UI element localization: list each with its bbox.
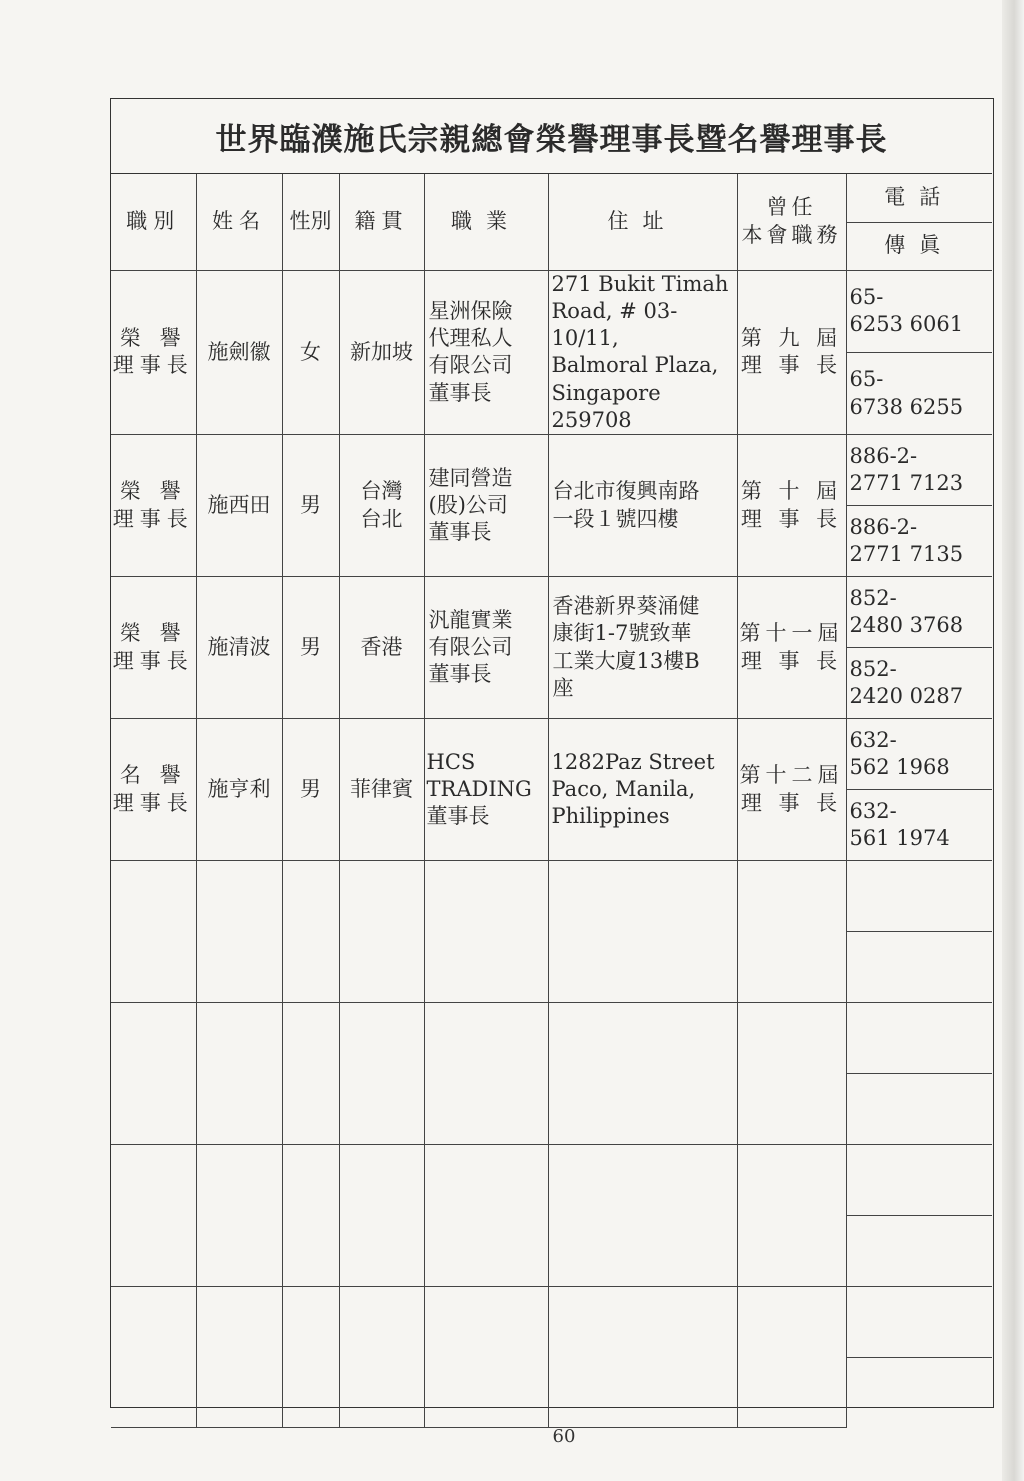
former-role-cell: 第 九 屆 理 事 長 <box>737 270 846 435</box>
empty-cell <box>846 1003 992 1074</box>
empty-cell <box>548 1287 737 1428</box>
header-address: 住址 <box>548 174 737 270</box>
former-role-cell: 第十二屆 理 事 長 <box>737 719 846 861</box>
empty-cell <box>846 1074 992 1145</box>
phone-cell: 632- 562 1968 <box>846 719 992 790</box>
name-cell: 施西田 <box>196 435 282 577</box>
empty-row <box>111 1003 992 1074</box>
empty-cell <box>111 1003 196 1145</box>
empty-cell <box>196 1003 282 1145</box>
empty-cell <box>111 1287 196 1428</box>
header-gender: 性別 <box>282 174 339 270</box>
fax-cell: 852- 2420 0287 <box>846 648 992 719</box>
header-origin: 籍貫 <box>339 174 424 270</box>
page-title: 世界臨濮施氏宗親總會榮譽理事長暨名譽理事長 <box>111 99 992 174</box>
empty-cell <box>111 1145 196 1287</box>
empty-cell <box>846 1287 992 1358</box>
empty-cell <box>846 861 992 932</box>
header-position: 職別 <box>111 174 196 270</box>
name-cell: 施清波 <box>196 577 282 719</box>
empty-cell <box>424 1003 548 1145</box>
header-former-role: 曾任 本會職務 <box>737 174 846 270</box>
empty-cell <box>196 1145 282 1287</box>
page-number: 60 <box>552 1426 576 1447</box>
empty-cell <box>424 861 548 1003</box>
empty-cell <box>282 1145 339 1287</box>
origin-cell: 新加坡 <box>339 270 424 435</box>
page-edge <box>1002 0 1024 1481</box>
empty-cell <box>846 932 992 1003</box>
empty-cell <box>737 1287 846 1428</box>
empty-cell <box>339 1003 424 1145</box>
address-cell: 1282Paz Street Paco, Manila, Philippines <box>548 719 737 861</box>
table-row <box>111 270 992 352</box>
address-cell: 香港新界葵涌健 康街1-7號致華 工業大廈13樓B 座 <box>548 577 737 719</box>
gender-cell: 男 <box>282 719 339 861</box>
occupation-cell: 星洲保險 代理私人 有限公司 董事長 <box>424 270 548 435</box>
header-occupation: 職業 <box>424 174 548 270</box>
empty-cell <box>339 861 424 1003</box>
empty-cell <box>737 861 846 1003</box>
roster-table <box>111 174 992 1428</box>
header-row <box>111 174 992 222</box>
empty-cell <box>339 1145 424 1287</box>
name-cell: 施劍徽 <box>196 270 282 435</box>
phone-cell: 65- 6253 6061 <box>846 270 992 352</box>
empty-row <box>111 1145 992 1216</box>
occupation-cell: 汎龍實業 有限公司 董事長 <box>424 577 548 719</box>
empty-row <box>111 861 992 932</box>
empty-cell <box>548 1145 737 1287</box>
empty-cell <box>548 1003 737 1145</box>
header-fax: 傳眞 <box>846 222 992 270</box>
roster-frame <box>110 98 994 1408</box>
occupation-cell: HCS TRADING 董事長 <box>424 719 548 861</box>
position-cell: 榮 譽 理事長 <box>111 435 196 577</box>
empty-cell <box>196 861 282 1003</box>
phone-cell: 886-2- 2771 7123 <box>846 435 992 506</box>
empty-cell <box>424 1287 548 1428</box>
header-phone: 電話 <box>846 174 992 222</box>
occupation-cell: 建同營造 (股)公司 董事長 <box>424 435 548 577</box>
gender-cell: 男 <box>282 577 339 719</box>
address-cell: 271 Bukit Timah Road, # 03-10/11, Balmoral Plaza, Singapore 259708 <box>548 270 737 435</box>
position-cell: 名 譽 理事長 <box>111 719 196 861</box>
empty-cell <box>846 1145 992 1216</box>
empty-cell <box>282 1287 339 1428</box>
position-cell: 榮 譽 理事長 <box>111 270 196 435</box>
phone-cell: 852- 2480 3768 <box>846 577 992 648</box>
fax-cell: 886-2- 2771 7135 <box>846 506 992 577</box>
origin-cell: 台灣 台北 <box>339 435 424 577</box>
empty-cell <box>111 861 196 1003</box>
fax-cell: 632- 561 1974 <box>846 790 992 861</box>
table-row <box>111 577 992 648</box>
table-row <box>111 435 992 506</box>
empty-cell <box>196 1287 282 1428</box>
empty-cell <box>282 1003 339 1145</box>
gender-cell: 男 <box>282 435 339 577</box>
address-cell: 台北市復興南路 一段１號四樓 <box>548 435 737 577</box>
position-cell: 榮 譽 理事長 <box>111 577 196 719</box>
empty-cell <box>846 1216 992 1287</box>
table-row <box>111 719 992 790</box>
empty-cell <box>339 1287 424 1428</box>
name-cell: 施亨利 <box>196 719 282 861</box>
former-role-cell: 第 十 屆 理 事 長 <box>737 435 846 577</box>
empty-cell <box>737 1003 846 1145</box>
empty-cell <box>424 1145 548 1287</box>
origin-cell: 香港 <box>339 577 424 719</box>
fax-cell: 65- 6738 6255 <box>846 352 992 434</box>
empty-cell <box>548 861 737 1003</box>
former-role-cell: 第十一屆 理 事 長 <box>737 577 846 719</box>
empty-cell <box>282 861 339 1003</box>
gender-cell: 女 <box>282 270 339 435</box>
empty-cell <box>737 1145 846 1287</box>
empty-cell <box>846 1358 992 1428</box>
empty-row <box>111 1287 992 1358</box>
header-name: 姓名 <box>196 174 282 270</box>
origin-cell: 菲律賓 <box>339 719 424 861</box>
